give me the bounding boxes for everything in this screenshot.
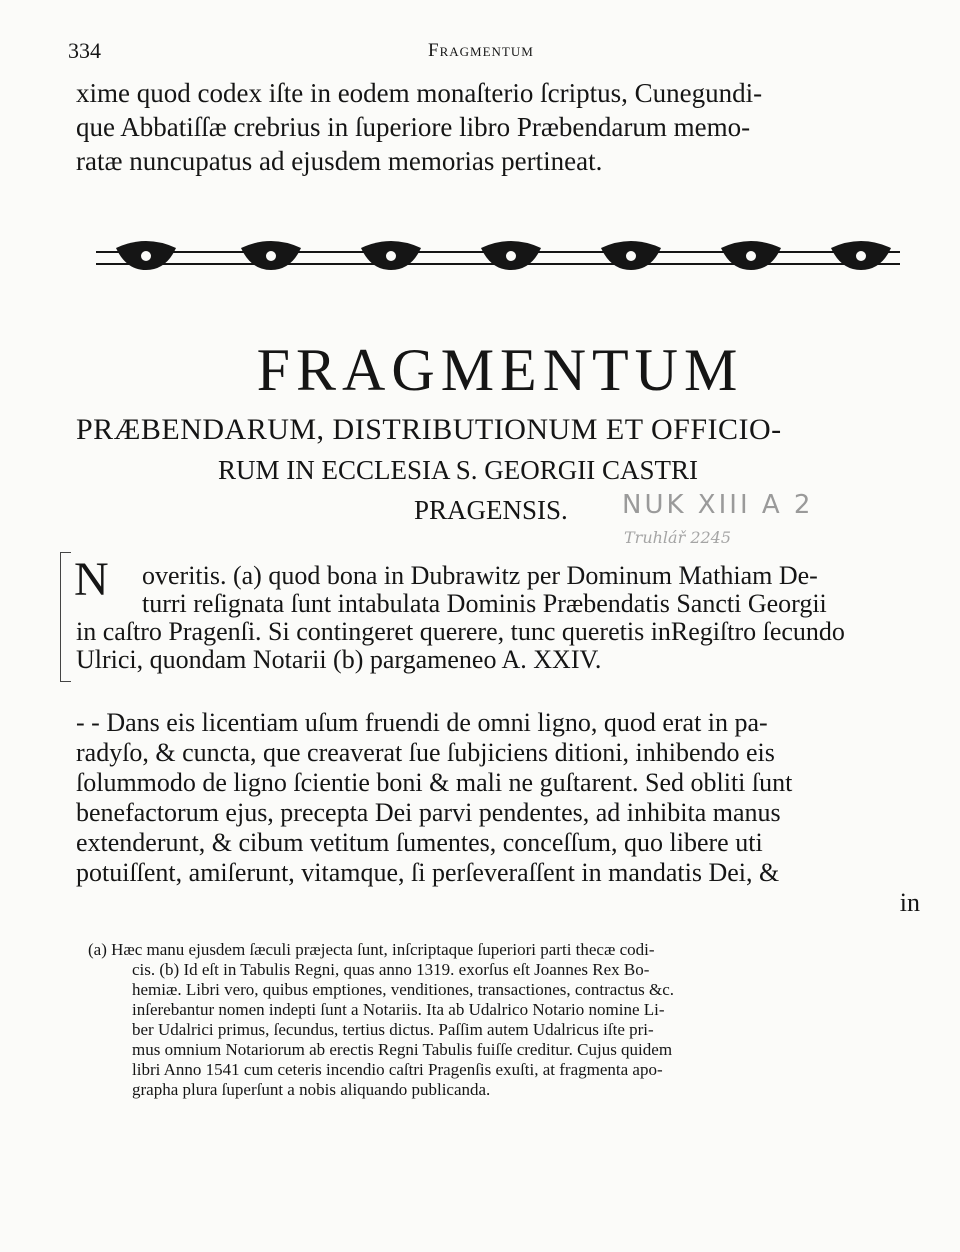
page-header [68,38,928,68]
paragraph-line: Ulrici, quondam Notarii (b) pargameneo A. XXIV. [76,645,602,674]
paragraph-line: - - Dans eis licentiam uſum fruendi de omni ligno, quod erat in pa- [76,708,768,737]
paragraph-line: benefactorum ejus, precepta Dei parvi pendentes, ad inhibita manus [76,798,781,827]
footnote-line: cis. (b) Id eſt in Tabulis Regni, quas anno 1319. exorſus eſt Joannes Rex Bo- [132,960,650,979]
footnote-line: grapha plura ſuperſunt a nobis aliquando publicanda. [132,1080,491,1099]
paragraph-line: potuiſſent, amiſerunt, vitamque, ſi perſeveraſſent in mandatis Dei, & [76,858,780,887]
footnote-line: ber Udalrici primus, ſecundus, tertius dictus. Paſſim autem Udalricus iſte pri- [132,1020,654,1039]
footnote-line: hemiæ. Libri vero, quibus emptiones, venditiones, transactiones, contractus &c. [132,980,674,999]
library-stamp: NUK XIII A 2 [622,490,814,520]
ornamental-rule-icon [96,240,900,276]
subtitle-line: PRAGENSIS. [414,495,568,525]
subtitle-line: RUM IN ECCLESIA S. GEORGII CASTRI [218,455,699,485]
title-main: FRAGMENTUM [256,337,744,403]
page-number: 334 [68,38,101,63]
handwritten-shelfmark: Truhlář 2245 [624,528,732,547]
paragraph-line: in caſtro Pragenſi. Si contingeret querere, tunc queretis inRegiſtro ſecundo [76,617,845,646]
footnote-line: (a) Hæc manu ejusdem ſæculi præjecta ſunt, inſcriptaque ſuperiori parti thecæ codi- [88,940,655,959]
footnote-line: libri Anno 1541 cum ceteris incendio caſtri Pragenſis exuſti, at fragmenta apo- [132,1060,663,1079]
paragraph-line: extenderunt, & cibum vetitum ſumentes, conceſſum, quo libere uti [76,828,763,857]
paragraph-line: overitis. (a) quod bona in Dubrawitz per Dominum Mathiam De- [142,561,818,590]
subtitle-line: PRÆBENDARUM, DISTRIBUTIONUM ET OFFICIO- [76,413,782,446]
intro-line: xime quod codex iſte in eodem monaſterio ſcriptus, Cunegundi- [76,78,763,108]
entry-paragraph [76,562,926,674]
catchword: in [899,888,920,917]
drop-cap: N [74,553,109,606]
paragraph-line: turri reſignata ſunt intabulata Dominis Præbendatis Sancti Georgii [142,589,827,618]
intro-line: ratæ nuncupatus ad ejusdem memorias pertineat. [76,146,603,176]
running-head: Fragmentum [428,40,534,61]
paragraph-line: radyſo, & cuncta, que creaverat ſue ſubjiciens ditioni, inhibendo eis [76,738,775,767]
footnote-line: inſerebantur nomen indepti ſunt a Notariis. Ita ab Udalrico Notario nomine Li- [132,1000,665,1019]
intro-line: que Abbatiſſæ crebrius in ſuperiore libro Præbendarum memo- [76,112,751,142]
paragraph-line: ſolummodo de ligno ſcientie boni & mali ne guſtarent. Sed obliti ſunt [76,768,793,797]
footnote-line: mus omnium Notariorum ab erectis Regni Tabulis fuiſſe creditur. Cujus quidem [132,1040,673,1059]
margin-bracket-icon [60,552,71,682]
body-paragraph [76,708,926,918]
footnotes [88,940,922,1100]
intro-paragraph [76,76,926,178]
